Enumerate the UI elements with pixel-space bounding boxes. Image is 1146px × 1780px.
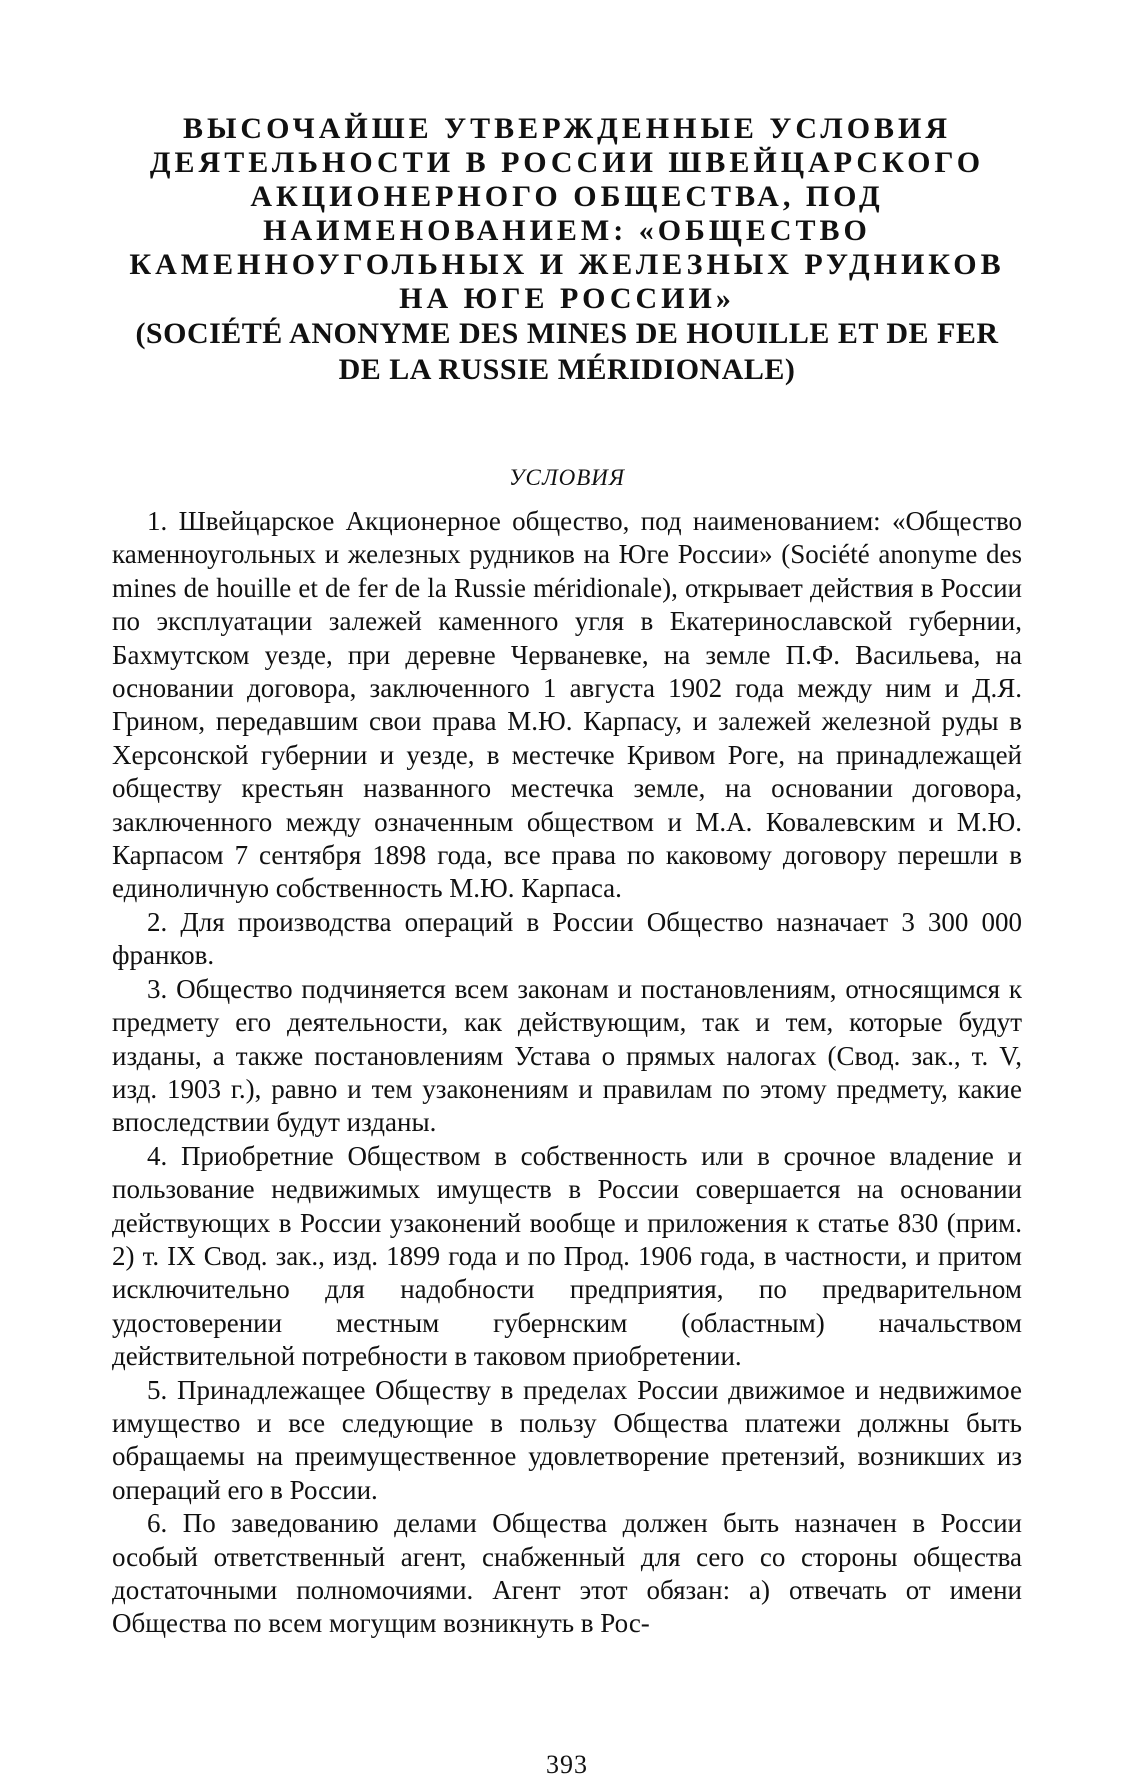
paragraph-text: Принадлежащее Обществу в пределах России движимое и недвижимое имущество и все следующие в пользу Общества платежи должны быть обращаемы на преимущественное удовлетворение претензий, возникших из операций его в России. <box>112 1374 1022 1505</box>
paragraph-6 <box>112 1507 1022 1641</box>
paragraph-number: 2. <box>147 906 168 937</box>
paragraph-text: Швейцарское Акционерное общество, под наименованием: «Общество каменноугольных и железных рудников на Юге России» (Société anonyme des mines de houille et de fer de la Russie méridionale), открывает действия в России по эксплуатации залежей каменного угля в Екатеринославской губернии, Бахмутском уезде, при деревне Черванeвке, на земле П.Ф. Васильева, на основании договора, заключенного 1 августа 1902 года между ним и Д.Я. Грином, передавшим свои права М.Ю. Карпасу, и залежей железной руды в Херсонской губернии и уезде, в местечке Кривом Роге, на принадлежащей обществу крестьян названного местечка земле, на основании договора, заключенного между означенным обществом и М.А. Ковалевским и М.Ю. Карпасом 7 сентября 1898 года, все права по каковому договору перешли в единоличную собственность М.Ю. Карпаса. <box>112 506 1023 904</box>
paragraph-3 <box>112 973 1022 1140</box>
document-page <box>112 112 1023 1779</box>
paragraph-number: 4. <box>147 1140 168 1171</box>
document-title: ВЫСОЧАЙШЕ УТВЕРЖДЕННЫЕ УСЛОВИЯ ДЕЯТЕЛЬНОСТИ В РОССИИ ШВЕЙЦАРСКОГО АКЦИОНЕРНОГО ОБЩЕСТВА, ПОД НАИМЕНОВАНИЕМ: «ОБЩЕСТВО КАМЕННОУГОЛЬНЫХ И ЖЕЛЕЗНЫХ РУДНИКОВ НА ЮГЕ РОССИИ» <box>129 112 1005 315</box>
paragraph-text: Для производства операций в России Общество назначает 3 300 000 франков. <box>112 906 1023 971</box>
paragraph-5 <box>112 1374 1022 1508</box>
paragraph-text: Приобретние Обществом в собственность или в срочное владение и пользование недвижимых имуществ в России совершается на основании действующих в России узаконений вообще и приложения к статье 830 (прим. 2) т. IX Свод. зак., изд. 1899 года и по Прод. 1906 года, в частности, и притом исключительно для надобности предприятия, по предварительном удостоверении местным губернским (областным) начальством действительной потребности в таковом приобретении. <box>112 1140 1022 1372</box>
paragraph-number: 5. <box>147 1374 168 1405</box>
paragraph-1 <box>112 505 1022 906</box>
paragraph-text: Общество подчиняется всем законам и постановлениям, относящимся к предмету его деятельности, как действующим, так и тем, которые будут изданы, а также постановлениям Устава о прямых налогах (Свод. зак., т. V, изд. 1903 г.), равно и тем узаконениям и правилам по этому предмету, какие впоследствии будут изданы. <box>112 973 1022 1138</box>
paragraph-4 <box>112 1140 1022 1374</box>
section-heading: УСЛОВИЯ <box>508 465 626 490</box>
page-number: 393 <box>546 1750 588 1779</box>
paragraph-number: 3. <box>147 973 168 1004</box>
paragraph-number: 1. <box>147 506 168 536</box>
document-title-french: (SOCIÉTÉ ANONYME DES MINES DE HOUILLE ET DE FER DE LA RUSSIE MÉRIDIONALE) <box>135 317 999 386</box>
paragraph-text: По заведованию делами Общества должен быть назначен в России особый ответственный агент, снабженный для сего со стороны общества достаточными полномочиями. Агент этот обязан: а) отвечать от имени Общества по всем могущим возникнуть в Рос- <box>112 1508 1023 1639</box>
paragraph-2 <box>112 906 1022 973</box>
paragraph-number: 6. <box>147 1508 168 1539</box>
